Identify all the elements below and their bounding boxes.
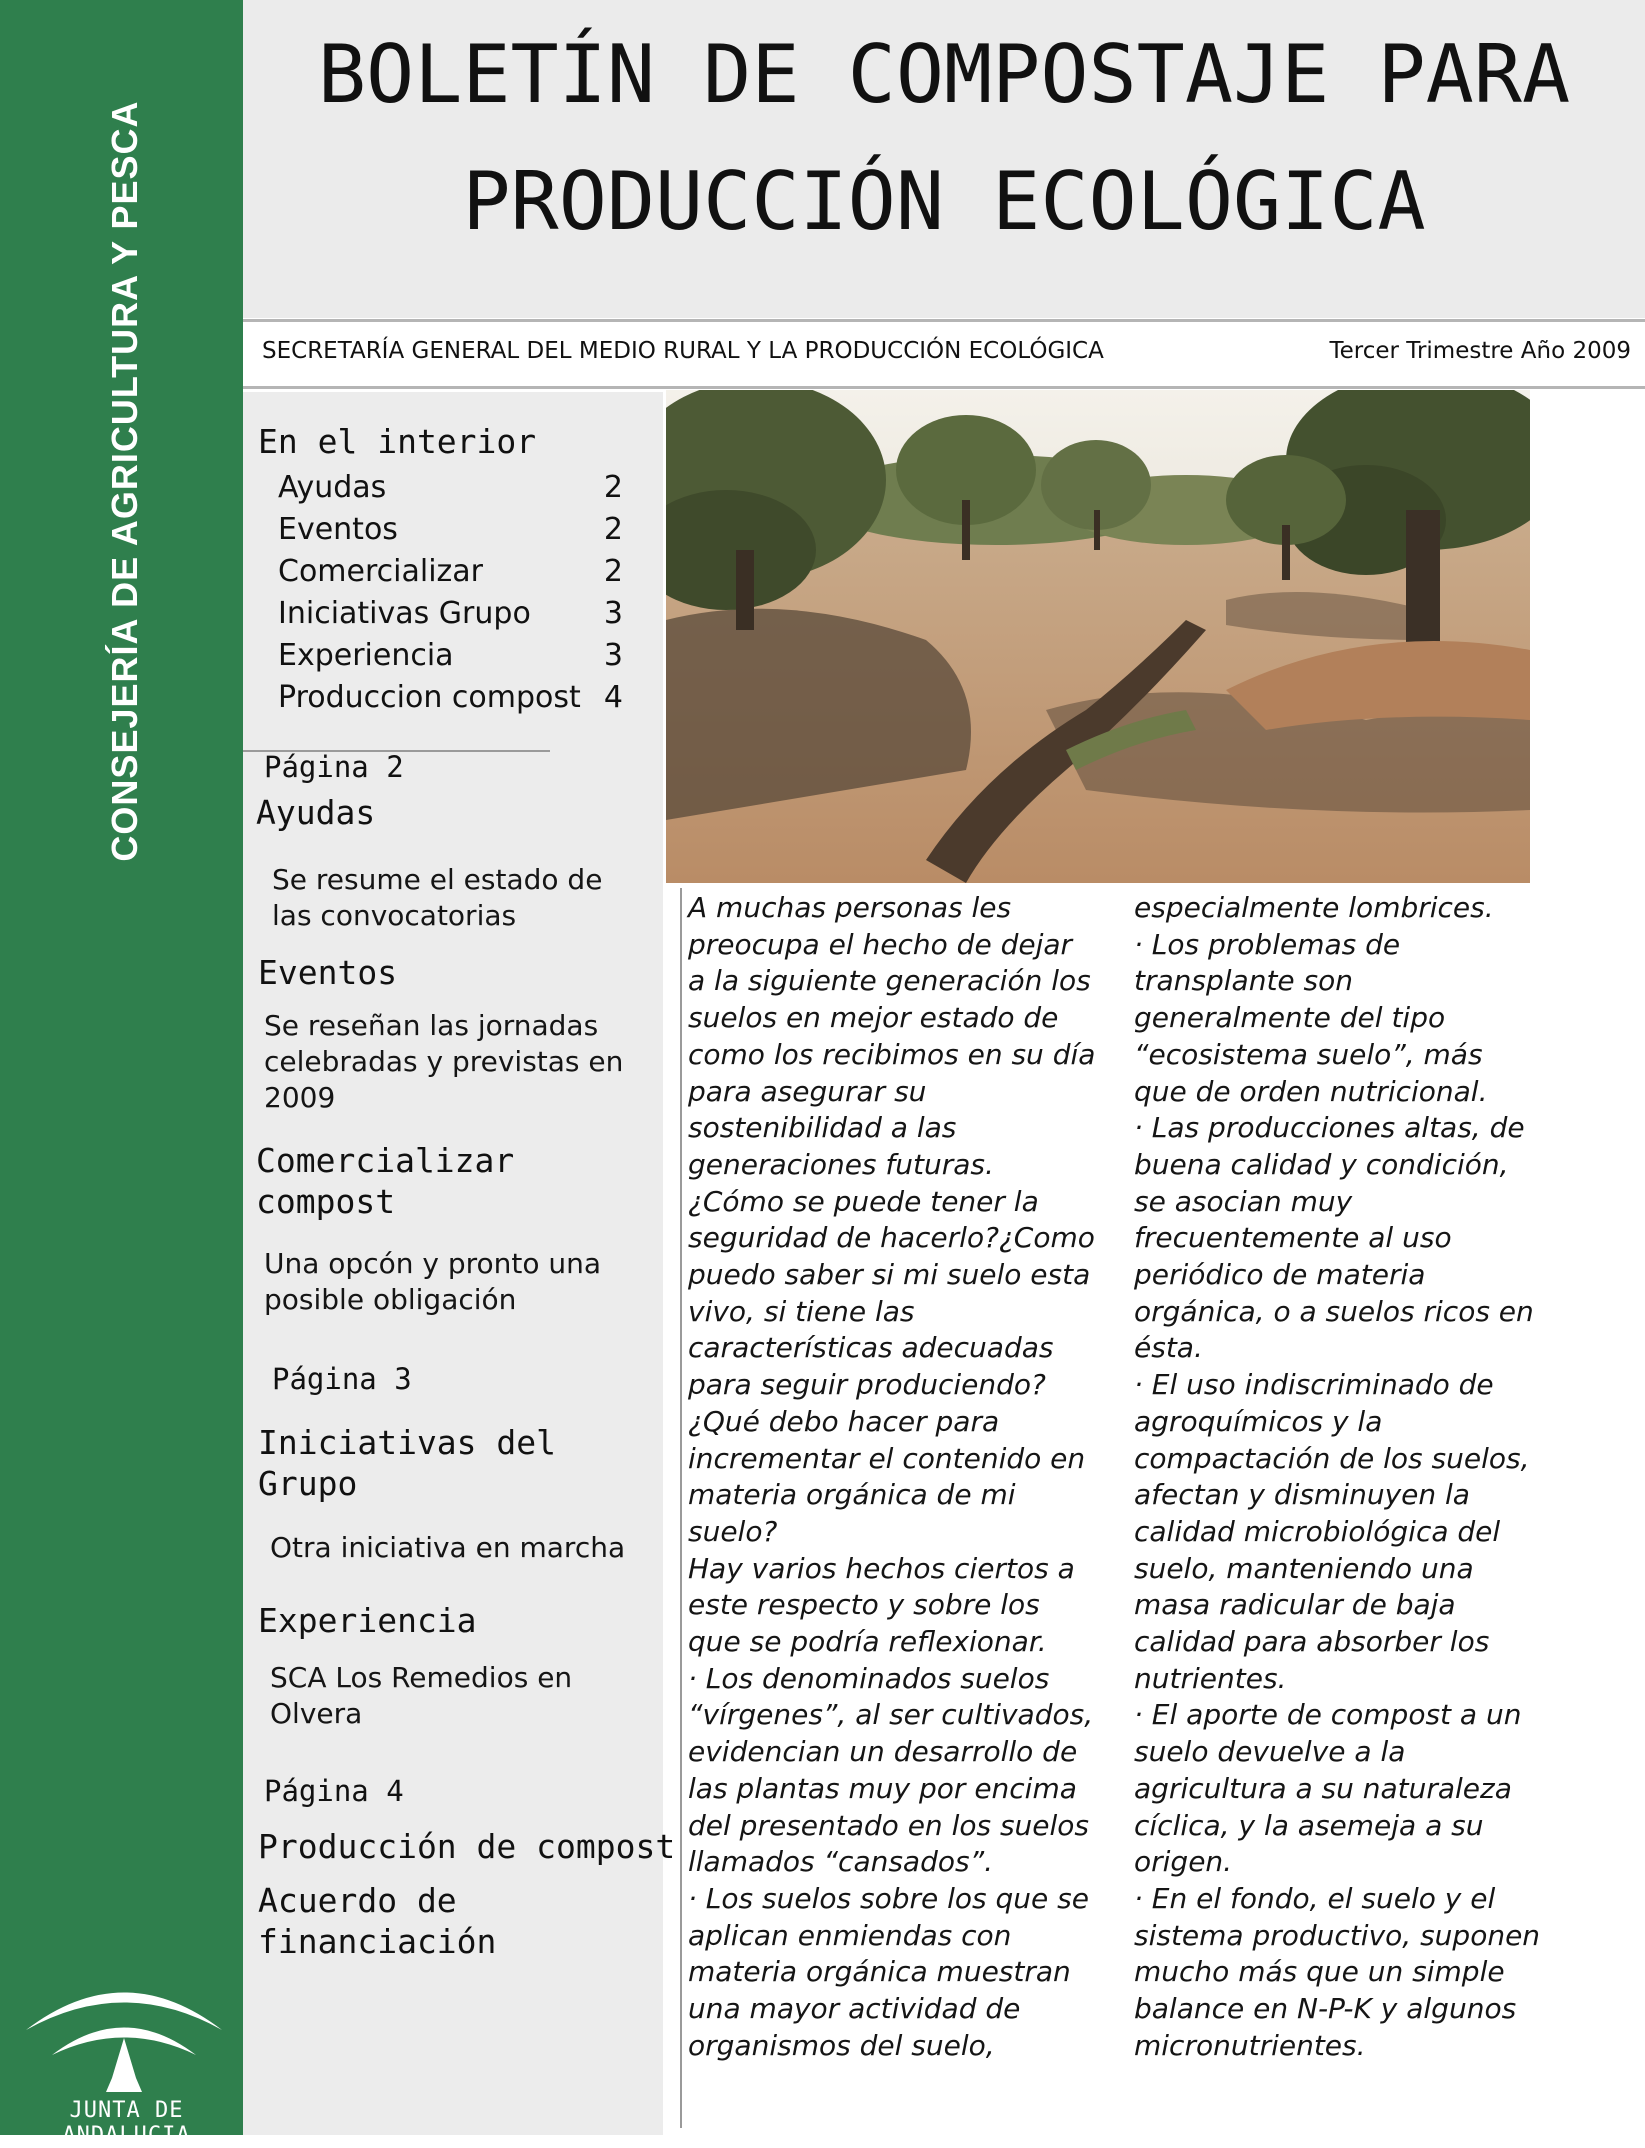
ministry-label: CONSEJERÍA DE AGRICULTURA Y PESCA — [104, 100, 145, 862]
experiencia-heading: Experiencia — [258, 1601, 477, 1640]
article-line: compactación de los suelos, — [1134, 1441, 1530, 1475]
experiencia-summary: SCA Los Remedios en Olvera — [270, 1661, 573, 1730]
article-line: que de orden nutricional. — [1134, 1074, 1488, 1108]
article-line: balance en N-P-K y algunos — [1134, 1992, 1517, 2026]
article-line: sistema productivo, suponen — [1134, 1918, 1541, 1952]
article-line: llamados “cansados”. — [688, 1845, 993, 1879]
article-line: evidencian un desarrollo de — [688, 1735, 1078, 1769]
article-line: afectan y disminuyen la — [1134, 1478, 1470, 1512]
article-line: agroquímicos y la — [1134, 1404, 1383, 1438]
article-line: puedo saber si mi suelo esta — [688, 1258, 1091, 1292]
issue-date: Tercer Trimestre Año 2009 — [1329, 338, 1631, 364]
article-line: frecuentemente al uso — [1134, 1221, 1452, 1255]
article-line: suelo, manteniendo una — [1134, 1551, 1474, 1585]
title-line-1: BOLETÍN DE COMPOSTAJE PARA — [317, 28, 1571, 121]
article-line: A muchas personas les — [688, 891, 1012, 924]
article-line: micronutrientes. — [1134, 2028, 1366, 2062]
iniciativas-summary: Otra iniciativa en marcha — [270, 1531, 626, 1564]
article-line: del presentado en los suelos — [688, 1808, 1090, 1842]
toc-item-page: 2 — [603, 554, 623, 589]
toc-item-comercializar[interactable] — [278, 554, 623, 594]
article-line: aplican enmiendas con — [688, 1918, 1012, 1952]
article-line: nutrientes. — [1134, 1661, 1287, 1695]
toc-item-iniciativas[interactable] — [278, 596, 623, 636]
article-line: una mayor actividad de — [688, 1992, 1021, 2026]
article-line: sostenibilidad a las — [688, 1111, 957, 1145]
article-line: especialmente lombrices. — [1134, 891, 1494, 924]
article-line: suelo devuelve a la — [1134, 1735, 1406, 1769]
toc-item-produccion[interactable] — [278, 680, 623, 720]
article-line: · Los suelos sobre los que se — [688, 1881, 1089, 1915]
toc-item-label: Iniciativas Grupo — [278, 596, 531, 631]
toc-item-experiencia[interactable] — [278, 638, 623, 678]
header-rule-bottom — [243, 386, 1645, 389]
toc-item-label: Ayudas — [278, 470, 387, 505]
article-line: para seguir produciendo? — [688, 1368, 1046, 1402]
toc-item-label: Eventos — [278, 512, 398, 547]
article-line: vivo, si tiene las — [688, 1294, 915, 1328]
article-line: · El aporte de compost a un — [1134, 1698, 1522, 1732]
article-line: materia orgánica muestran — [688, 1955, 1071, 1989]
title-line-2: PRODUCCIÓN ECOLÓGICA — [462, 155, 1426, 248]
article-line: características adecuadas — [688, 1331, 1054, 1365]
article-line: Hay varios hechos ciertos a — [688, 1551, 1075, 1585]
article-line: ésta. — [1134, 1331, 1203, 1365]
article-column-1 — [688, 890, 1095, 2065]
article-line: · Las producciones altas, de — [1134, 1111, 1525, 1145]
article-line: orgánica, o a suelos ricos en — [1134, 1294, 1534, 1328]
toc-item-label: Produccion compost — [278, 680, 581, 715]
article-line: mucho más que un simple — [1134, 1955, 1505, 1989]
article-line: agricultura a su naturaleza — [1134, 1771, 1512, 1805]
article-line: para asegurar su — [688, 1074, 927, 1108]
article-line: se asocian muy — [1134, 1184, 1353, 1218]
article-line: calidad microbiológica del — [1134, 1514, 1501, 1548]
toc-item-ayudas[interactable] — [278, 470, 623, 510]
article-line: incrementar el contenido en — [688, 1441, 1086, 1475]
article-line: las plantas muy por encima — [688, 1771, 1077, 1805]
article-line: materia orgánica de mi — [688, 1478, 1016, 1512]
article-line: organismos del suelo, — [688, 2028, 995, 2062]
page-4-label: Página 4 — [264, 1774, 404, 1808]
article-line: “vírgenes”, al ser cultivados, — [688, 1698, 1094, 1732]
article-line: como los recibimos en su día — [688, 1037, 1096, 1071]
article-line: suelos en mejor estado de — [688, 1001, 1059, 1035]
article-line: seguridad de hacerlo?¿Como — [688, 1221, 1095, 1255]
article-line: ¿Cómo se puede tener la — [688, 1184, 1039, 1218]
ayudas-summary: Se resume el estado de las convocatorias — [272, 863, 603, 932]
article-line: que se podría reflexionar. — [688, 1625, 1047, 1659]
iniciativas-heading: Iniciativas del Grupo — [258, 1423, 557, 1503]
olive-grove-photo — [666, 390, 1530, 883]
ayudas-heading: Ayudas — [256, 793, 376, 832]
article-line: “ecosistema suelo”, más — [1134, 1037, 1483, 1071]
toc-item-label: Experiencia — [278, 638, 454, 673]
article-line: este respecto y sobre los — [688, 1588, 1040, 1622]
comercializar-summary: Una opcón y pronto una posible obligación — [264, 1247, 602, 1316]
toc-item-page: 3 — [603, 638, 623, 673]
toc-item-page: 4 — [603, 680, 623, 715]
eventos-summary: Se reseñan las jornadas celebradas y previstas en 2009 — [264, 1009, 624, 1114]
article-line: generalmente del tipo — [1134, 1001, 1446, 1035]
article-line: calidad para absorber los — [1134, 1625, 1490, 1659]
article-line: generaciones futuras. — [688, 1147, 994, 1181]
article-line: · El uso indiscriminado de — [1134, 1368, 1494, 1402]
article-line: cíclica, y la asemeja a su — [1134, 1808, 1484, 1842]
column-divider — [680, 888, 682, 2128]
produccion-heading: Producción de compost — [258, 1827, 676, 1866]
eventos-heading: Eventos — [258, 953, 398, 992]
article-line: periódico de materia — [1134, 1258, 1426, 1292]
article-line: preocupa el hecho de dejar — [688, 927, 1073, 961]
header-rule-top — [243, 319, 1645, 322]
article-line: · Los problemas de — [1134, 927, 1401, 961]
page-2-label: Página 2 — [264, 750, 404, 784]
article-line: · En el fondo, el suelo y el — [1134, 1881, 1496, 1915]
page-3-label: Página 3 — [272, 1362, 412, 1396]
article-line: suelo? — [688, 1514, 778, 1548]
toc-item-page: 3 — [603, 596, 623, 631]
article-line: ¿Qué debo hacer para — [688, 1404, 1000, 1438]
department-label: SECRETARÍA GENERAL DEL MEDIO RURAL Y LA PRODUCCIÓN ECOLÓGICA — [262, 338, 1104, 364]
article-line: · Los denominados suelos — [688, 1661, 1050, 1695]
article-line: masa radicular de baja — [1134, 1588, 1456, 1622]
article-line: a la siguiente generación los — [688, 964, 1091, 998]
article-line: transplante son — [1134, 964, 1354, 998]
article-line: buena calidad y condición, — [1134, 1147, 1509, 1181]
article-line: origen. — [1134, 1845, 1233, 1879]
logo-text: JUNTA DE ANDALUCIA — [62, 2098, 191, 2148]
toc-heading: En el interior — [258, 422, 537, 461]
comercializar-heading: Comercializar compost — [256, 1141, 515, 1221]
article-column-2 — [1134, 890, 1540, 2065]
toc-item-eventos[interactable] — [278, 512, 623, 552]
acuerdo-heading: Acuerdo de financiación — [258, 1881, 497, 1961]
toc-item-label: Comercializar — [278, 554, 484, 589]
toc-item-page: 2 — [603, 512, 623, 547]
toc-item-page: 2 — [603, 470, 623, 505]
